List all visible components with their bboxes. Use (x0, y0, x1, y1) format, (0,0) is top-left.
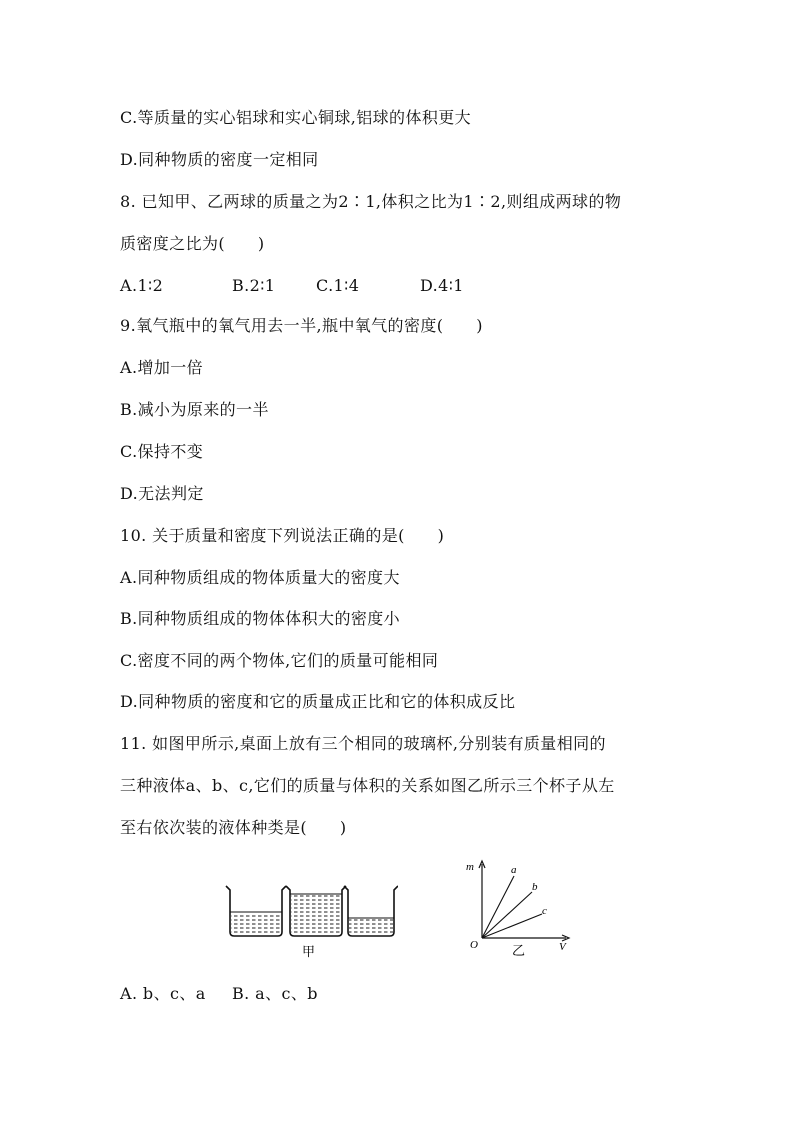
line-b (482, 892, 532, 938)
origin-label: O (470, 939, 478, 951)
q11-stem-cont: 三种液体a、b、c,它们的质量与体积的关系如图乙所示三个杯子从左 (120, 776, 615, 795)
q10-option-b: B.同种物质组成的物体体积大的密度小 (120, 609, 401, 628)
q9-option-a: A.增加一倍 (120, 358, 204, 377)
q11-options (120, 984, 318, 1004)
q11-stem: 11. 如图甲所示,桌面上放有三个相同的玻璃杯,分别装有质量相同的 (120, 734, 606, 753)
line-1: C.等质量的实心铝球和实心铜球,铝球的体积更大 (120, 108, 472, 127)
q8-option-d: D.4∶1 (420, 276, 464, 295)
q8-stem-cont: 质密度之比为( ) (120, 234, 265, 253)
q8-option-c: C.1∶4 (316, 276, 360, 295)
line-a (482, 876, 514, 938)
q10-option-c: C.密度不同的两个物体,它们的质量可能相同 (120, 651, 439, 670)
figure-yi-graph (462, 856, 578, 960)
line-c-label: c (542, 905, 547, 917)
q9-option-d: D.无法判定 (120, 484, 204, 503)
axis-v-label: V (559, 941, 566, 953)
q11-stem-cont-2: 至右依次装的液体种类是( ) (120, 818, 347, 837)
q10-option-a: A.同种物质组成的物体质量大的密度大 (120, 568, 400, 587)
axis-m-label: m (466, 861, 474, 873)
q11-option-a: A. b、c、a (120, 984, 206, 1003)
q11-option-b: B. a、c、b (232, 984, 318, 1003)
line-2: D.同种物质的密度一定相同 (120, 150, 319, 169)
q9-option-c: C.保持不变 (120, 442, 204, 461)
q8-option-a: A.1∶2 (120, 276, 164, 295)
figure-jia-beakers (222, 882, 398, 962)
figure-jia-label: 甲 (302, 944, 316, 959)
q9-stem: 9.氧气瓶中的氧气用去一半,瓶中氧气的密度( ) (120, 316, 483, 335)
q10-stem: 10. 关于质量和密度下列说法正确的是( ) (120, 526, 445, 545)
line-b-label: b (532, 881, 538, 893)
figure-yi-label: 乙 (512, 943, 526, 958)
beaker-1 (226, 886, 286, 936)
q10-option-d: D.同种物质的密度和它的质量成正比和它的体积成反比 (120, 692, 516, 711)
beaker-2 (286, 886, 346, 936)
q8-stem: 8. 已知甲、乙两球的质量之为2∶1,体积之比为1∶2,则组成两球的物 (120, 192, 622, 211)
line-a-label: a (511, 864, 517, 876)
q8-options (120, 276, 464, 296)
beaker-3 (344, 886, 398, 936)
q9-option-b: B.减小为原来的一半 (120, 400, 269, 419)
q8-option-b: B.2∶1 (232, 276, 276, 295)
line-c (482, 914, 542, 938)
